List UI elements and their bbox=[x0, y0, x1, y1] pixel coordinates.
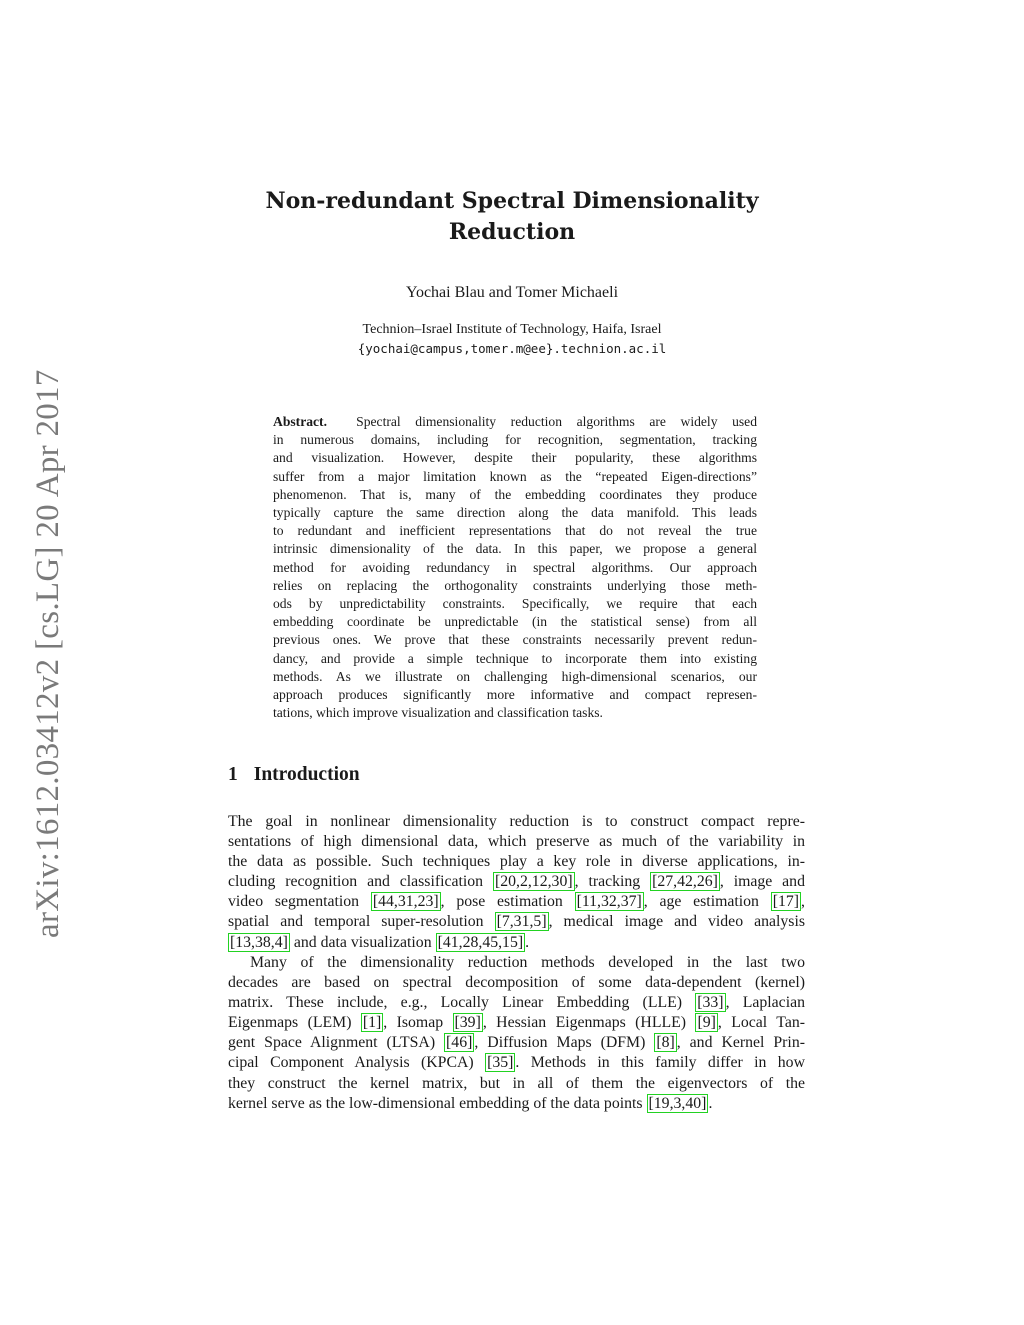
intro-paragraph-1 bbox=[228, 812, 805, 953]
text-line: sentations of high dimensional data, which preserve as much of the variability in bbox=[228, 833, 805, 851]
abstract-label: Abstract. bbox=[273, 414, 327, 429]
abstract-line: method for avoiding redundancy in spectral algorithms. Our approach bbox=[273, 559, 757, 575]
section-number: 1 bbox=[228, 764, 238, 785]
text-span: matrix. These include, e.g., Locally Linear Embedding (LLE) bbox=[228, 994, 696, 1012]
text-line bbox=[228, 1033, 805, 1053]
citation-link[interactable]: [35] bbox=[487, 1054, 514, 1072]
text-span: . Methods in this family differ in how bbox=[515, 1054, 805, 1072]
text-span: video segmentation bbox=[228, 893, 371, 911]
text-line: decades are based on spectral decomposition of some data-dependent (kernel) bbox=[228, 974, 805, 992]
text-line bbox=[228, 912, 805, 932]
text-span: , Hessian Eigenmaps (HLLE) bbox=[482, 1014, 696, 1032]
affiliation: Technion–Israel Institute of Technology, Haifa, Israel bbox=[362, 322, 662, 337]
citation-link[interactable]: [19,3,40] bbox=[648, 1094, 707, 1112]
text-span: , pose estimation bbox=[440, 893, 575, 911]
abstract-line: tations, which improve visualization and classification tasks. bbox=[273, 705, 603, 721]
abstract-line: phenomenon. That is, many of the embedding coordinates they produce bbox=[273, 486, 757, 502]
citation-link[interactable]: [17] bbox=[772, 893, 800, 911]
text-span: kernel serve as the low-dimensional embedding of the data points bbox=[228, 1094, 647, 1112]
affiliation-block bbox=[0, 320, 1024, 358]
abstract bbox=[273, 413, 757, 722]
text-span: cluding recognition and classification bbox=[228, 873, 493, 891]
text-span: , Laplacian bbox=[725, 994, 805, 1012]
citation-link[interactable]: [27,42,26] bbox=[652, 873, 718, 891]
text-line bbox=[228, 993, 805, 1013]
text-span: . bbox=[708, 1094, 713, 1112]
text-span: . bbox=[525, 933, 530, 951]
section-title: Introduction bbox=[253, 764, 360, 785]
abstract-line: typically capture the same direction along the data manifold. This leads bbox=[273, 505, 757, 521]
abstract-line: dancy, and provide a simple technique to incorporate them into existing bbox=[273, 650, 757, 666]
section-heading bbox=[228, 764, 808, 786]
text-line bbox=[228, 892, 805, 912]
abstract-line: suffer from a major limitation known as the “repeated Eigen-directions” bbox=[273, 468, 757, 484]
text-line bbox=[228, 1053, 805, 1073]
citation-link[interactable]: [1] bbox=[362, 1014, 382, 1032]
text-span: spatial and temporal super-resolution bbox=[228, 913, 495, 931]
text-span: , medical image and video analysis bbox=[548, 913, 805, 931]
text-span: Many of the dimensionality reduction methods developed in the last two bbox=[250, 954, 805, 971]
abstract-line: Spectral dimensionality reduction algorithms are widely used bbox=[356, 414, 757, 429]
abstract-line: ods by unpredictability constraints. Specifically, we require that each bbox=[273, 596, 757, 612]
abstract-line: methods. As we illustrate on challenging high-dimensional scenarios, our bbox=[273, 668, 757, 684]
arxiv-identifier: arXiv:1612.03412v2 [cs.LG] 20 Apr 2017 bbox=[30, 369, 66, 938]
text-span: , bbox=[801, 893, 805, 911]
abstract-line: and visualization. However, despite their popularity, these algorithms bbox=[273, 450, 757, 466]
text-line bbox=[228, 953, 805, 973]
text-span: , Diffusion Maps (DFM) bbox=[474, 1034, 655, 1052]
citation-link[interactable]: [9] bbox=[697, 1014, 716, 1032]
citation-link[interactable]: [7,31,5] bbox=[496, 913, 547, 931]
authors: Yochai Blau and Tomer Michaeli bbox=[405, 284, 619, 301]
text-line: they construct the kernel matrix, but in all of them the eigenvectors of the bbox=[228, 1074, 805, 1092]
abstract-line: previous ones. We prove that these constraints necessarily prevent redun- bbox=[273, 632, 757, 648]
citation-link[interactable]: [13,38,4] bbox=[230, 933, 288, 951]
text-span: , image and bbox=[719, 873, 805, 891]
text-span: , age estimation bbox=[643, 893, 771, 911]
abstract-line: in numerous domains, including for recognition, segmentation, tracking bbox=[273, 432, 757, 448]
abstract-line: embedding coordinate be unpredictable (in the statistical sense) from all bbox=[273, 614, 757, 630]
citation-link[interactable]: [46] bbox=[446, 1034, 473, 1052]
text-line bbox=[228, 933, 805, 953]
text-line: the data as possible. Such techniques play a key role in diverse applications, in- bbox=[228, 853, 805, 871]
paper-title bbox=[0, 186, 1024, 248]
citation-link[interactable]: [41,28,45,15] bbox=[437, 933, 524, 951]
citation-link[interactable]: [8] bbox=[656, 1034, 675, 1052]
abstract-line: approach produces significantly more informative and compact represen- bbox=[273, 687, 757, 703]
abstract-line: relies on replacing the orthogonality constraints underlying those meth- bbox=[273, 577, 757, 593]
abstract-line: to redundant and inefficient representations that do not reveal the true bbox=[273, 523, 757, 539]
citation-link[interactable]: [20,2,12,30] bbox=[494, 873, 573, 891]
citation-link[interactable]: [33] bbox=[697, 994, 724, 1012]
citation-link[interactable]: [44,31,23] bbox=[372, 893, 439, 911]
citation-link[interactable]: [39] bbox=[454, 1014, 481, 1032]
text-span: gent Space Alignment (LTSA) bbox=[228, 1034, 445, 1052]
email-address: {yochai@campus,tomer.m@ee}.technion.ac.il bbox=[357, 341, 667, 356]
abstract-line: intrinsic dimensionality of the data. In this paper, we propose a general bbox=[273, 541, 757, 557]
text-line: The goal in nonlinear dimensionality reduction is to construct compact repre- bbox=[228, 813, 805, 830]
text-span: cipal Component Analysis (KPCA) bbox=[228, 1054, 486, 1072]
title-line: Reduction bbox=[448, 219, 576, 245]
text-span: and data visualization bbox=[289, 933, 436, 951]
text-span: , Local Tan- bbox=[717, 1014, 805, 1032]
text-line bbox=[228, 1013, 805, 1033]
text-span: , Isomap bbox=[383, 1014, 453, 1032]
text-span: , and Kernel Prin- bbox=[676, 1034, 805, 1052]
intro-paragraph-2 bbox=[228, 953, 805, 1114]
text-span: Eigenmaps (LEM) bbox=[228, 1014, 361, 1032]
citation-link[interactable]: [11,32,37] bbox=[576, 893, 642, 911]
text-line bbox=[228, 872, 805, 892]
text-span: , tracking bbox=[574, 873, 651, 891]
text-line bbox=[228, 1094, 805, 1114]
title-line: Non-redundant Spectral Dimensionality bbox=[265, 188, 759, 214]
